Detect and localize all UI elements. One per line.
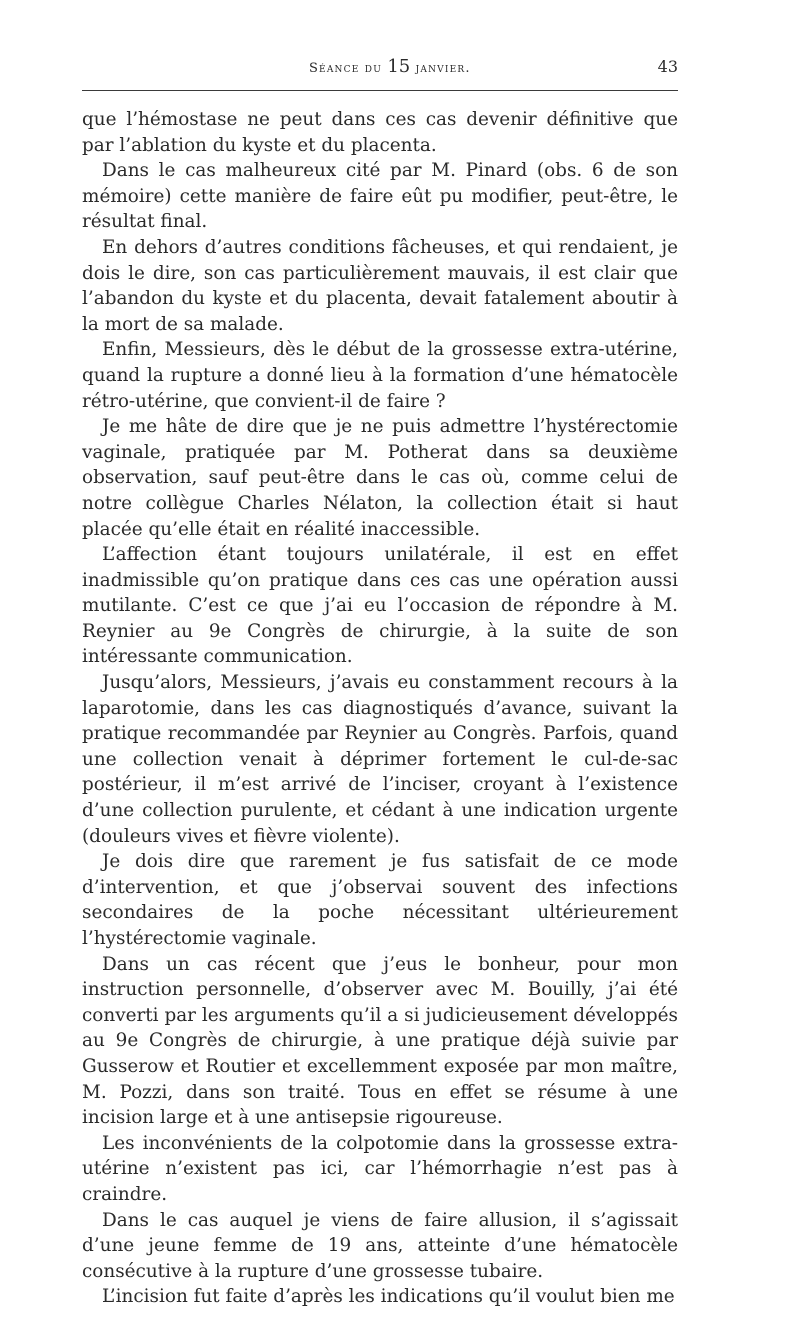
running-header <box>82 56 678 86</box>
book-page <box>82 56 678 1310</box>
paragraph: En dehors d’autres conditions fâcheuses, et qui rendaient, je dois le dire, son cas particulièrement mauvais, il est clair que l’abandon du kyste et du placenta, devait fatalement aboutir à la mort de sa malade. <box>82 236 678 335</box>
paragraph: Dans le cas auquel je viens de faire allusion, il s’agissait d’une jeune femme de 19 ans, atteinte d’une hématocèle consécutive à la rupture d’une grossesse tubaire. <box>82 1209 678 1282</box>
paragraph: Je me hâte de dire que je ne puis admettre l’hystérectomie vaginale, pratiquée par M. Potherat dans sa deuxième observation, sauf peut-être dans le cas où, comme celui de notre collègue Charles Nélaton, la collection était si haut placée qu’elle était en réalité inaccessible. <box>82 416 678 540</box>
body-text <box>82 107 678 1310</box>
running-title <box>82 56 658 77</box>
running-title-pre: Séance du <box>308 61 388 76</box>
paragraph: que l’hémostase ne peut dans ces cas devenir définitive que par l’ablation du kyste et du placenta. <box>82 109 678 156</box>
paragraph: Dans un cas récent que j’eus le bonheur, pour mon instruction personnelle, d’observer avec M. Bouilly, j’ai été converti par les arguments qu’il a si judicieusement développés au 9e Congrès de chirurgie, à une pratique déjà suivie par Gusserow et Routier et excellemment exposée par mon maître, M. Pozzi, dans son traité. Tous en effet se résume à une incision large et à une antisepsie rigoureuse. <box>82 953 678 1129</box>
paragraph: Jusqu’alors, Messieurs, j’avais eu constamment recours à la laparotomie, dans les cas diagnostiqués d’avance, suivant la pratique recommandée par Reynier au Congrès. Parfois, quand une collection venait à déprimer fortement le cul-de-sac postérieur, il m’est arrivé de l’inciser, croyant à l’existence d’une collection purulente, et cédant à une indication urgente (douleurs vives et fièvre violente). <box>82 672 678 847</box>
paragraph: L’incision fut faite d’après les indications qu’il voulut bien me <box>102 1286 675 1308</box>
running-title-month: janvier. <box>410 61 471 76</box>
paragraph: Enfin, Messieurs, dès le début de la grossesse extra-utérine, quand la rupture a donné lieu à la formation d’une hématocèle rétro-utérine, que convient-il de faire ? <box>82 339 678 412</box>
header-rule <box>82 90 678 91</box>
paragraph: L’affection étant toujours unilatérale, il est en effet inadmissible qu’on pratique dans ces cas une opération aussi mutilante. C’est ce que j’ai eu l’occasion de répondre à M. Reynier au 9e Congrès de chirurgie, à la suite de son intéressante communication. <box>82 544 678 668</box>
paragraph: Dans le cas malheureux cité par M. Pinard (obs. 6 de son mémoire) cette manière de faire eût pu modifier, peut-être, le résultat final. <box>82 160 678 233</box>
paragraph: Je dois dire que rarement je fus satisfait de ce mode d’intervention, et que j’observai souvent des infections secondaires de la poche nécessitant ultérieurement l’hystérectomie vaginale. <box>82 851 678 949</box>
running-title-day: 15 <box>387 56 411 77</box>
paragraph: Les inconvénients de la colpotomie dans la grossesse extra-utérine n’existent pas ici, car l’hémorrhagie n’est pas à craindre. <box>82 1132 678 1205</box>
page-number: 43 <box>657 57 678 76</box>
